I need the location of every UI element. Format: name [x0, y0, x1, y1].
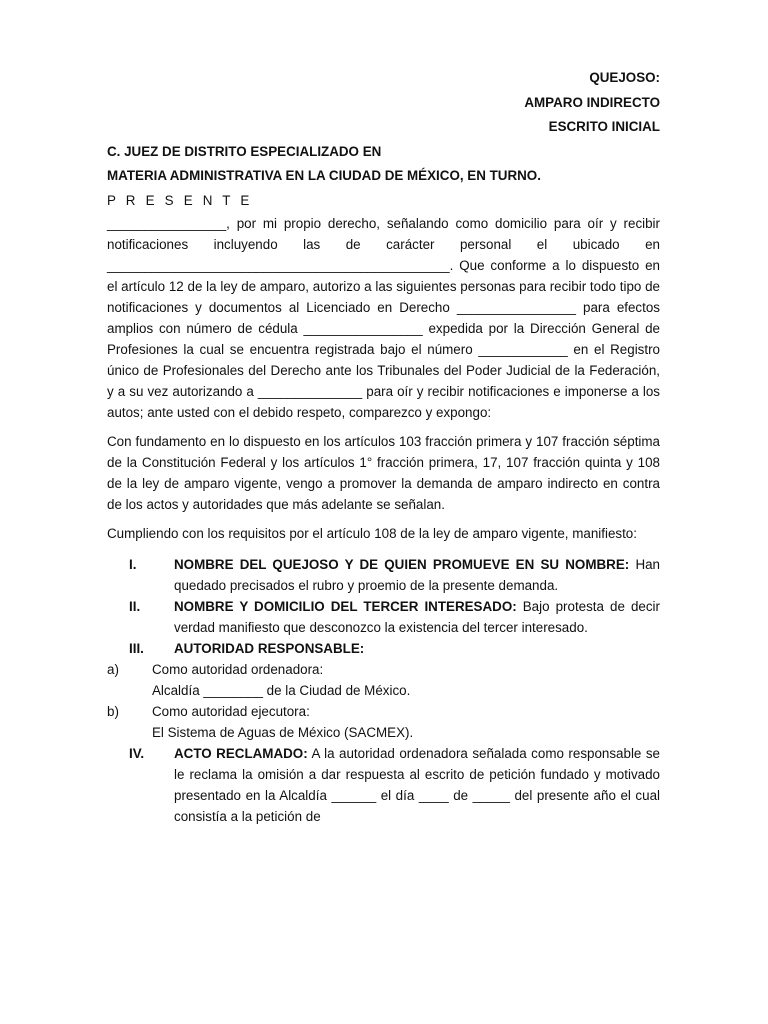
authority-label: Como autoridad ejecutora:: [152, 704, 310, 719]
section-1: [107, 554, 660, 596]
addressee-block: [107, 140, 660, 189]
header-amparo: AMPARO INDIRECTO: [524, 94, 660, 110]
addressee-line2: MATERIA ADMINISTRATIVA EN LA CIUDAD DE MÉXICO, EN TURNO.: [107, 168, 541, 183]
header-escrito: ESCRITO INICIAL: [548, 119, 660, 134]
section-number: IV.: [129, 746, 145, 761]
header-quejoso: QUEJOSO:: [589, 70, 660, 85]
case-header: [107, 66, 660, 140]
authority-b: [107, 701, 660, 722]
requirements-paragraph: Cumpliendo con los requisitos por el artículo 108 de la ley de amparo vigente, manifiesto:: [107, 526, 637, 541]
section-4: [107, 743, 660, 827]
authority-label: Como autoridad ordenadora:: [152, 662, 324, 677]
section-heading: NOMBRE DEL QUEJOSO Y DE QUIEN PROMUEVE EN SU NOMBRE:: [174, 557, 630, 572]
section-heading: NOMBRE Y DOMICILIO DEL TERCER INTERESADO:: [174, 599, 517, 614]
authority-b-value: El Sistema de Aguas de México (SACMEX).: [152, 725, 414, 740]
section-2: [107, 596, 660, 638]
section-text: Bajo protesta de decir verdad manifiesto que desconozco la existencia del tercer interesado.: [174, 599, 660, 635]
section-3: [107, 638, 660, 659]
authority-letter: b): [107, 704, 119, 719]
section-number: I.: [129, 557, 137, 572]
section-heading: ACTO RECLAMADO:: [174, 746, 308, 761]
authority-letter: a): [107, 662, 119, 677]
authority-a: [107, 659, 660, 680]
addressee-line1: C. JUEZ DE DISTRITO ESPECIALIZADO EN: [107, 143, 382, 159]
section-text: A la autoridad ordenadora señalada como responsable se le reclama la omisión a dar respuesta al escrito de petición fundado y motivado presentado en la Alcaldía ______ el día ____ de _____ del presente año el cual consistía a la petición de: [174, 746, 661, 824]
intro-paragraph: ________________, por mi propio derecho, señalando como domicilio para oír y recibir notificaciones incluyendo las de carácter personal el ubicado en ______________________________________________. Que conforme a lo dispuesto en el artículo 12 de la ley de amparo, autorizo a las siguientes personas para recibir todo tipo de notificaciones y documentos al Licenciado en Derecho ________________ para efectos amplios con número de cédula ________________ expedida por la Dirección General de Profesiones la cual se encuentra registrada bajo el número ____________ en el Registro único de Profesionales del Derecho ante los Tribunales del Poder Judicial de la Federación, y a su vez autorizando a ______________ para oír y recibir notificaciones e imponerse a los autos; ante usted con el debido respeto, comparezco y expongo:: [107, 216, 660, 420]
section-text: Han quedado precisados el rubro y proemio de la presente demanda.: [174, 557, 661, 593]
section-number: III.: [129, 641, 144, 656]
authority-a-value: Alcaldía ________ de la Ciudad de México.: [152, 683, 411, 698]
section-heading: AUTORIDAD RESPONSABLE:: [174, 641, 365, 656]
section-number: II.: [129, 599, 141, 614]
presente: P R E S E N T E: [107, 192, 253, 208]
foundation-paragraph: Con fundamento en lo dispuesto en los artículos 103 fracción primera y 107 fracción séptima de la Constitución Federal y los artículos 1° fracción primera, 17, 107 fracción quinta y 108 de la ley de amparo vigente, vengo a promover la demanda de amparo indirecto en contra de los actos y autoridades que más adelante se señalan.: [107, 434, 660, 512]
